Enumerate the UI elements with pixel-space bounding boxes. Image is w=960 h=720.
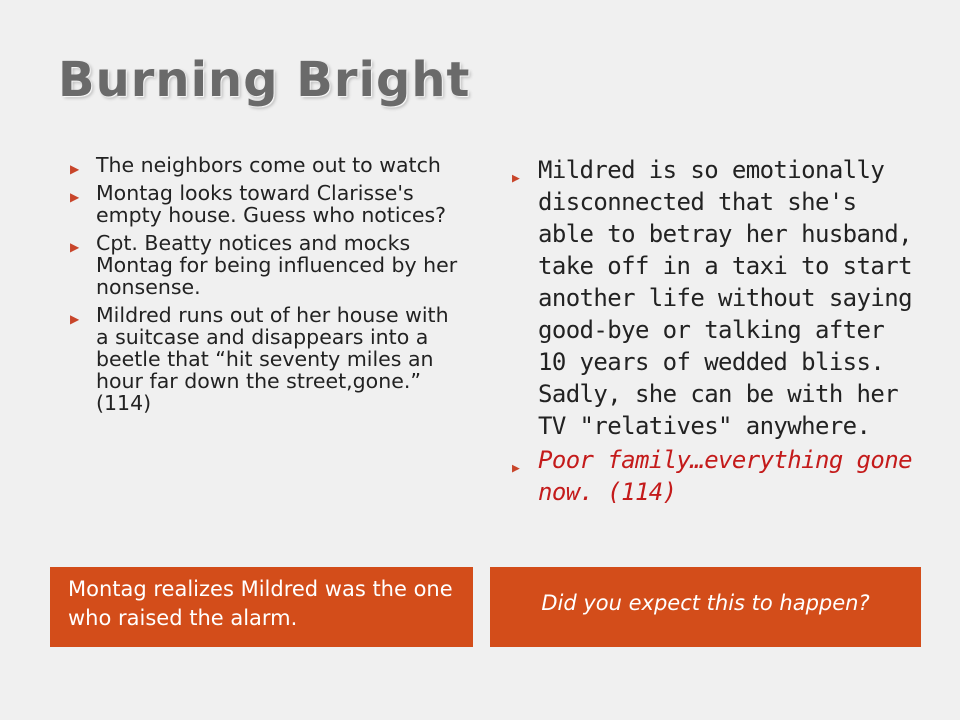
right-caption-text: Did you expect this to happen?	[541, 591, 870, 615]
right-bullet-list	[512, 154, 912, 510]
left-caption-text: Montag realizes Mildred was the one who raised the alarm.	[68, 577, 453, 630]
bullet-text: Mildred is so emotionally disconnected that she's able to betray her husband, take off in a taxi to start another life without saying good-bye or talking after 10 years of wedded bliss. Sadly, she can be with her TV "relatives" anywhere.	[538, 156, 912, 440]
list-item-highlight	[512, 444, 912, 508]
bullet-text: Poor family…everything gone now. (114)	[538, 446, 912, 506]
arrow-bullet-icon: ▶	[70, 312, 80, 326]
slide-title: Burning Bright	[58, 52, 471, 108]
arrow-bullet-icon: ▶	[512, 461, 520, 476]
bullet-text: The neighbors come out to watch	[96, 153, 441, 177]
arrow-bullet-icon: ▶	[70, 240, 80, 254]
arrow-bullet-icon: ▶	[512, 171, 520, 186]
bullet-text: Cpt. Beatty notices and mocks Montag for being influenced by her nonsense.	[96, 231, 458, 299]
list-item	[70, 232, 460, 298]
list-item	[70, 182, 460, 226]
list-item	[512, 154, 912, 442]
list-item	[70, 154, 460, 176]
list-item	[70, 304, 460, 414]
arrow-bullet-icon: ▶	[70, 190, 80, 204]
bullet-text: Montag looks toward Clarisse's empty house. Guess who notices?	[96, 181, 447, 227]
bullet-text: Mildred runs out of her house with a suitcase and disappears into a beetle that “hit seventy miles an hour far down the street,gone.” (114)	[96, 303, 449, 415]
left-bullet-list	[70, 154, 460, 420]
left-caption-box	[50, 567, 473, 647]
right-caption-box	[490, 567, 921, 647]
arrow-bullet-icon: ▶	[70, 162, 80, 176]
